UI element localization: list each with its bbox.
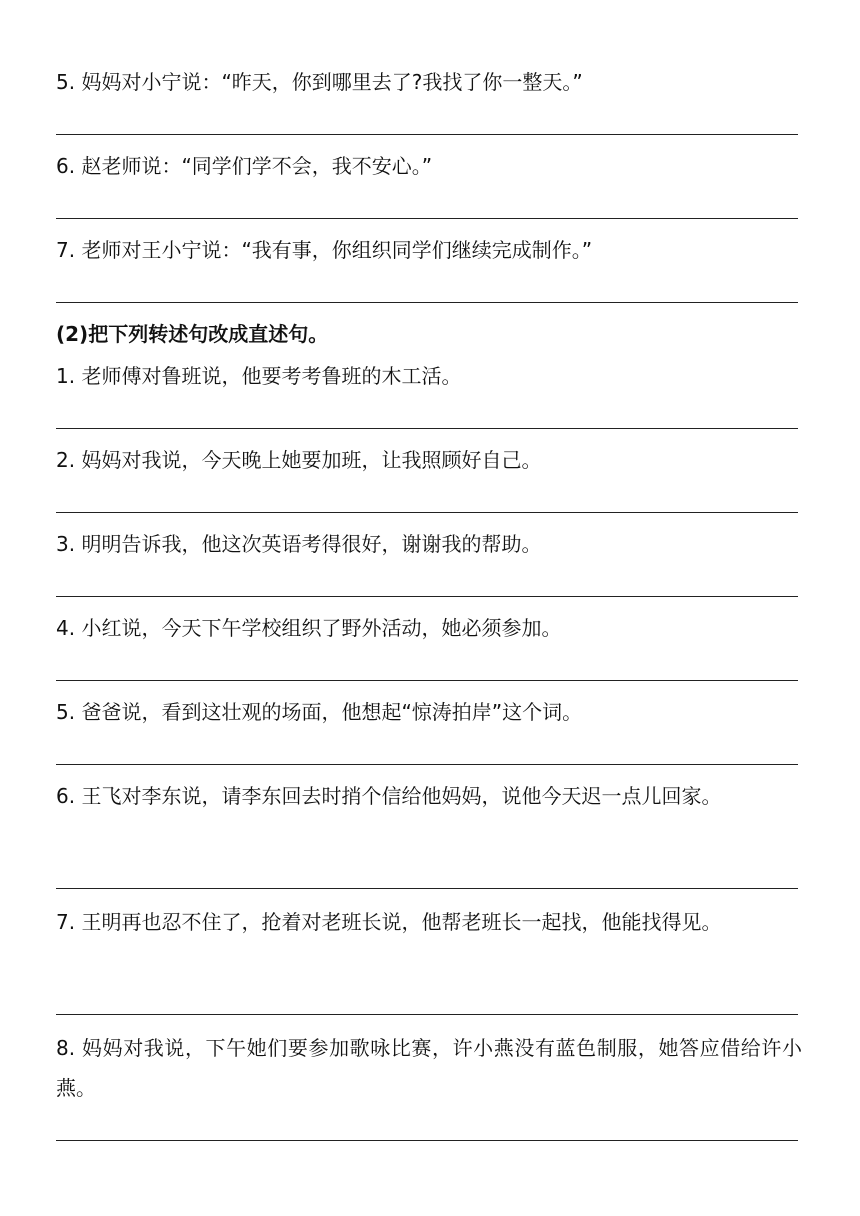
answer-line[interactable] xyxy=(56,1140,798,1141)
answer-line[interactable] xyxy=(56,218,798,219)
answer-line[interactable] xyxy=(56,596,798,597)
question-item-6: 6. 赵老师说：“同学们学不会，我不安心。” xyxy=(56,154,433,178)
answer-line[interactable] xyxy=(56,764,798,765)
question-item-7: 7. 王明再也忍不住了，抢着对老班长说，他帮老班长一起找，他能找得见。 xyxy=(56,910,722,934)
answer-line[interactable] xyxy=(56,134,798,135)
answer-line[interactable] xyxy=(56,680,798,681)
section-heading: (2)把下列转述句改成直述句。 xyxy=(56,322,329,346)
question-item-3: 3. 明明告诉我，他这次英语考得很好，谢谢我的帮助。 xyxy=(56,532,542,556)
answer-line[interactable] xyxy=(56,888,798,889)
answer-line[interactable] xyxy=(56,1014,798,1015)
answer-line[interactable] xyxy=(56,302,798,303)
question-item-1: 1. 老师傅对鲁班说，他要考考鲁班的木工活。 xyxy=(56,364,462,388)
answer-line[interactable] xyxy=(56,428,798,429)
question-item-6: 6. 王飞对李东说，请李东回去时捎个信给他妈妈，说他今天迟一点儿回家。 xyxy=(56,784,722,808)
question-item-8: 8. 妈妈对我说，下午她们要参加歌咏比赛，许小燕没有蓝色制服，她答应借给许小燕。 xyxy=(56,1036,802,1100)
question-item-5: 5. 妈妈对小宁说：“昨天，你到哪里去了?我找了你一整天。” xyxy=(56,70,583,94)
question-item-4: 4. 小红说，今天下午学校组织了野外活动，她必须参加。 xyxy=(56,616,562,640)
question-item-5: 5. 爸爸说，看到这壮观的场面，他想起“惊涛拍岸”这个词。 xyxy=(56,700,583,724)
answer-line[interactable] xyxy=(56,512,798,513)
question-item-2: 2. 妈妈对我说，今天晚上她要加班，让我照顾好自己。 xyxy=(56,448,542,472)
question-item-7: 7. 老师对王小宁说：“我有事，你组织同学们继续完成制作。” xyxy=(56,238,593,262)
